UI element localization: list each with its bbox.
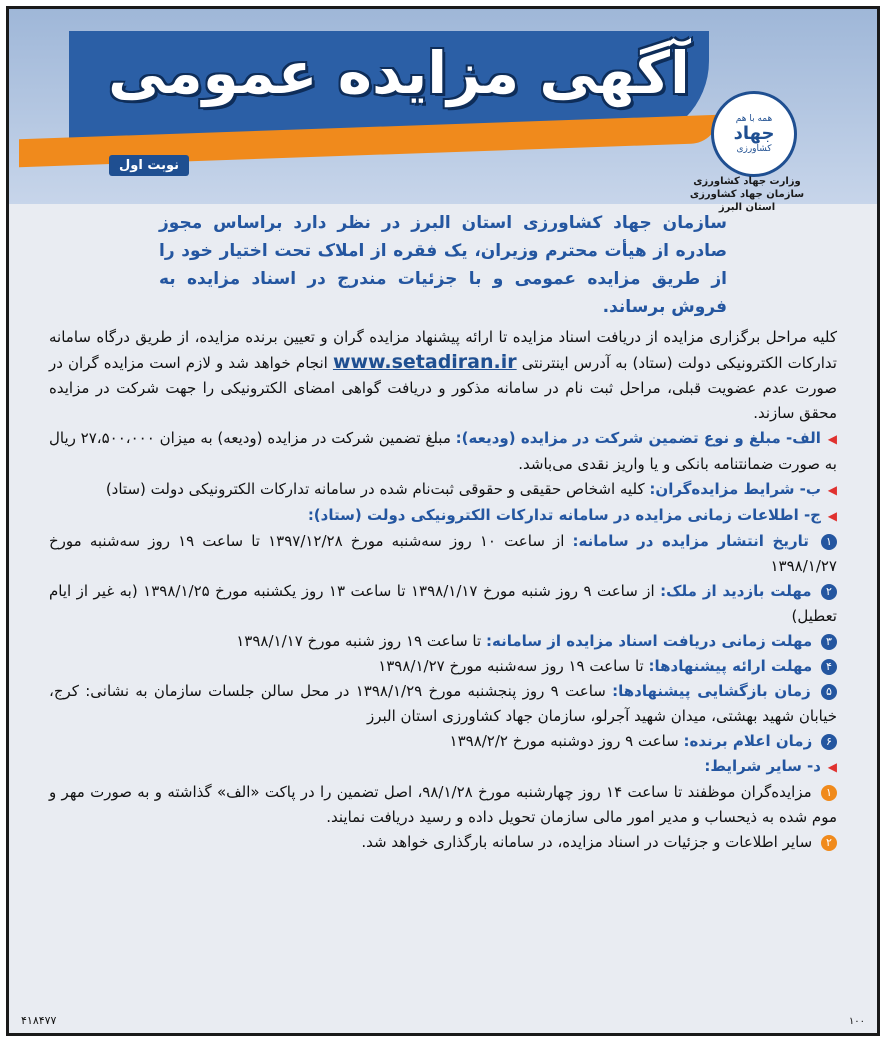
number-badge-icon: ۱: [821, 534, 837, 550]
list-item: [49, 729, 837, 754]
section-b: [49, 477, 837, 503]
number-badge-icon: ۶: [821, 734, 837, 750]
section-c-title: ج- اطلاعات زمانی مزایده در سامانه تدارکات الکترونیکی دولت (ستاد):: [307, 506, 821, 524]
setad-link[interactable]: www.setadiran.ir: [332, 351, 517, 373]
edition-badge: نوبت اول: [109, 155, 189, 176]
section-a-text: مبلغ تضمین شرکت در مزایده (ودیعه) به میزان ۲۷،۵۰۰،۰۰۰ ریال به صورت ضمانتنامه بانکی و یا واریز نقدی می‌باشد.: [49, 429, 837, 473]
item-text: سایر اطلاعات و جزئیات در اسناد مزایده، در سامانه بارگذاری خواهد شد.: [361, 833, 813, 851]
section-d-heading: [49, 754, 837, 780]
org-line: سازمان جهاد کشاورزی: [689, 189, 805, 200]
number-badge-icon: ۱: [821, 785, 837, 801]
general-text-b: انجام خواهد شد و لازم است مزایده گران در صورت عدم عضویت قبلی، مراحل ثبت نام در سامانه مذکور و دریافت گواهی امضای الکترونیکی را جهت شرکت در مزایده محقق سازند.: [49, 354, 837, 422]
ad-body: [49, 325, 837, 855]
section-d-title: د- سایر شرایط:: [704, 757, 821, 775]
logo-top-text: همه با هم: [735, 114, 773, 124]
ad-title: آگهی مزایده عمومی: [108, 39, 690, 107]
header-banner: [9, 9, 877, 213]
logo-main-text: جهاد: [733, 123, 775, 144]
list-item: [49, 830, 837, 855]
number-badge-icon: ۲: [821, 835, 837, 851]
org-line: استان البرز: [718, 202, 776, 213]
item-text: از ساعت ۱۰ روز سه‌شنبه مورخ ۱۳۹۷/۱۲/۲۸ تا ساعت ۱۹ روز سه‌شنبه مورخ ۱۳۹۸/۱/۲۷: [49, 532, 837, 575]
number-badge-icon: ۵: [821, 684, 837, 700]
item-text: از ساعت ۹ روز شنبه مورخ ۱۳۹۸/۱/۱۷ تا ساعت ۱۳ روز یکشنبه مورخ ۱۳۹۸/۱/۲۵ (به غیر از ایام تعطیل): [49, 582, 837, 625]
jahad-logo: [711, 91, 797, 177]
org-line: وزارت جهاد کشاورزی: [693, 176, 801, 187]
item-label: مهلت بازدید از ملک:: [660, 582, 812, 600]
item-label: تاریخ انتشار مزایده در سامانه:: [572, 532, 809, 550]
item-text: تا ساعت ۱۹ روز سه‌شنبه مورخ ۱۳۹۸/۱/۲۷: [378, 657, 644, 675]
item-text: تا ساعت ۱۹ روز شنبه مورخ ۱۳۹۸/۱/۱۷: [236, 632, 482, 650]
item-label: مهلت زمانی دریافت اسناد مزایده از سامانه:: [485, 632, 813, 650]
section-a-title: الف- مبلغ و نوع تضمین شرکت در مزایده (ودیعه):: [455, 429, 821, 447]
list-item: [49, 629, 837, 654]
ad-code: ۴۱۸۴۷۷: [21, 1014, 57, 1027]
list-item: [49, 579, 837, 629]
list-item: [49, 654, 837, 679]
general-paragraph: [49, 325, 837, 426]
number-badge-icon: ۳: [821, 634, 837, 650]
list-item: [49, 679, 837, 729]
general-text-a: کلیه مراحل برگزاری مزایده از دریافت اسناد مزایده تا ارائه پیشنهاد مزایده گران و تعیین برنده مزایده، از طریق درگاه سامانه تدارکات الکترونیکی دولت (ستاد) به آدرس اینترنتی: [49, 328, 837, 372]
section-b-text: کلیه اشخاص حقیقی و حقوقی ثبت‌نام شده در سامانه تدارکات الکترونیکی دولت (ستاد): [105, 480, 645, 498]
list-item: [49, 529, 837, 579]
section-c-heading: [49, 503, 837, 529]
list-item: [49, 780, 837, 830]
item-text: ساعت ۹ روز دوشنبه مورخ ۱۳۹۸/۲/۲: [449, 732, 679, 750]
item-text: ساعت ۹ روز پنجشنبه مورخ ۱۳۹۸/۱/۲۹ در محل سالن جلسات سازمان به نشانی: کرج، خیابان شهید بهشتی، میدان شهید آجرلو، سازمان جهاد کشاورزی استان البرز: [49, 682, 837, 725]
section-b-title: ب- شرایط مزایده‌گران:: [649, 480, 821, 498]
intro-paragraph: سازمان جهاد کشاورزی استان البرز در نظر دارد براساس مجوز صادره از هیأت محترم وزیران، یک فقره از املاک تحت اختیار خود را از طریق مزایده عمومی و با جزئیات مندرج در اسناد مزایده به فروش برساند.: [159, 213, 727, 317]
arrow-icon: ◀: [827, 509, 837, 523]
section-a: [49, 426, 837, 477]
item-label: زمان اعلام برنده:: [683, 732, 813, 750]
item-text: مزایده‌گران موظفند تا ساعت ۱۴ روز چهارشنبه مورخ ۹۸/۱/۲۸، اصل تضمین را در پاکت «الف» گذاشته و به صورت مهر و موم شده به ذیحساب و مدیر امور مالی سازمان تحویل داده و رسید دریافت نمایند.: [49, 783, 837, 826]
item-label: مهلت ارائه پیشنهادها:: [648, 657, 813, 675]
arrow-icon: ◀: [827, 483, 837, 497]
number-badge-icon: ۲: [821, 584, 837, 600]
ad-frame: [6, 6, 880, 1036]
logo-bottom-text: کشاورزی: [736, 144, 772, 154]
number-badge-icon: ۴: [821, 659, 837, 675]
arrow-icon: ◀: [827, 760, 837, 774]
item-label: زمان بازگشایی پیشنهادها:: [612, 682, 811, 700]
arrow-icon: ◀: [827, 432, 837, 446]
page-number: ۱۰۰: [848, 1016, 865, 1027]
